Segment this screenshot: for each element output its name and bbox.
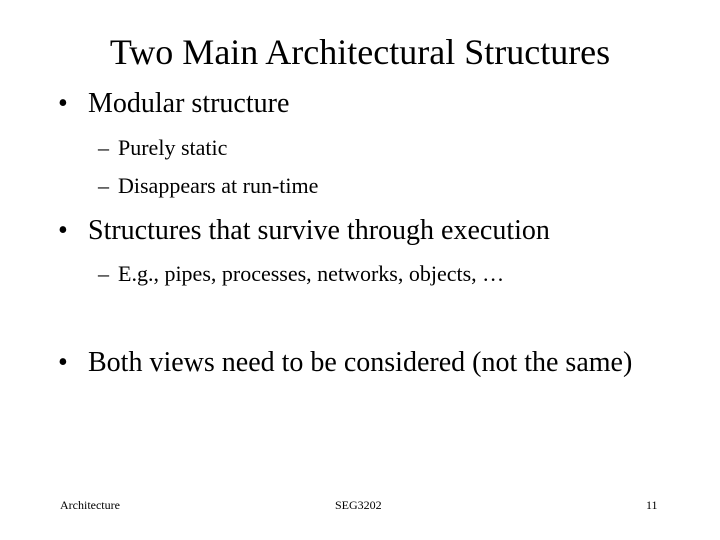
bullet-item bbox=[58, 213, 550, 249]
bullet-item bbox=[58, 345, 658, 381]
sub-bullet-item bbox=[98, 172, 318, 200]
sub-bullet-text: Disappears at run-time bbox=[118, 173, 319, 198]
bullet-marker: • bbox=[58, 215, 68, 246]
sub-bullet-marker: – bbox=[98, 261, 109, 286]
bullet-text: Structures that survive through execution bbox=[88, 215, 550, 246]
sub-bullet-text: E.g., pipes, processes, networks, objects, … bbox=[118, 261, 505, 286]
footer-center: SEG3202 bbox=[335, 498, 382, 512]
sub-bullet-marker: – bbox=[98, 173, 109, 198]
footer-left: Architecture bbox=[60, 498, 120, 512]
bullet-marker: • bbox=[58, 347, 68, 378]
sub-bullet-item bbox=[98, 260, 504, 288]
bullet-text: Modular structure bbox=[88, 88, 290, 119]
sub-bullet-marker: – bbox=[98, 135, 109, 160]
bullet-text: Both views need to be considered (not the same) bbox=[88, 347, 633, 378]
bullet-marker: • bbox=[58, 88, 68, 119]
sub-bullet-text: Purely static bbox=[118, 135, 228, 160]
footer-page-number: 11 bbox=[646, 498, 658, 512]
slide-title: Two Main Architectural Structures bbox=[109, 32, 611, 72]
sub-bullet-item bbox=[98, 134, 227, 162]
bullet-item bbox=[58, 86, 289, 122]
